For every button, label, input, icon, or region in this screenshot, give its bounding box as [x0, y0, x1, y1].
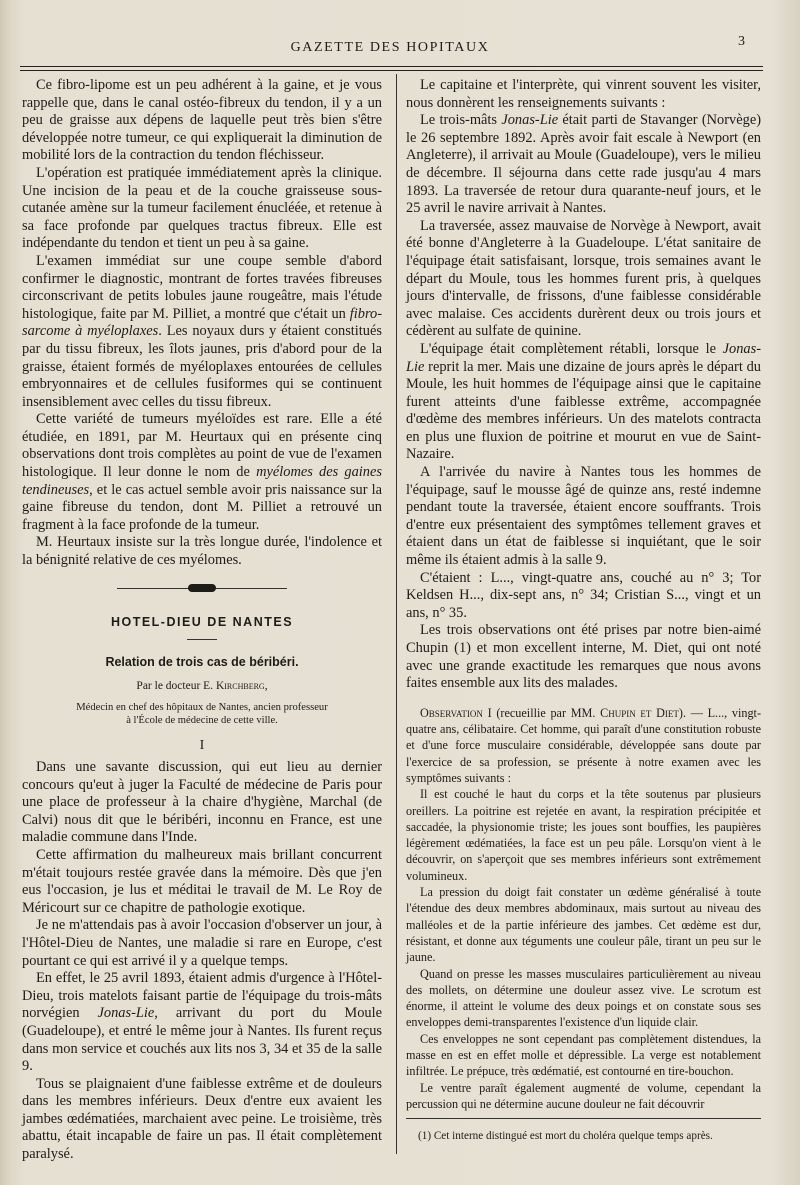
observation-paragraph: Il est couché le haut du corps et la tête soutenus par plusieurs oreillers. La poitrine est rejetée en avant, la respiration précipitée et saccadée, la physionomie triste; les joues sont bouffies, les paupières légèrement œdématiées, la face est un peu pâle. Lorsqu'on vient à le découvrir, on s'aperçoit que ses membres inférieurs sont extrêmement volumineux. [406, 787, 761, 883]
observation-intro [406, 705, 761, 786]
paragraph: Le capitaine et l'interprète, qui vinrent souvent les visiter, nous donnèrent les renseignements suivants : [406, 77, 761, 111]
paragraph: Dans une savante discussion, qui eut lieu au dernier concours qu'eut à juger la Faculté de médecine de Paris pour une place de professeur à la chaire d'hygiène, Marchal (de Calvi) nous dit que le béribéri, inconnu en France, est une maladie commune dans l'Inde. [22, 759, 382, 846]
right-column [406, 77, 761, 1112]
text-run: , et le cas actuel semble avoir pris naissance sur la gaine fibreuse du tendon, dont M. Pilliet a retrouvé un fragment à la face profonde de la tumeur. [22, 481, 382, 533]
paragraph: A l'arrivée du navire à Nantes tous les hommes de l'équipage, sauf le mousse âgé de quinze ans, resté indemne pendant toute la traversée, étaient encore souffrants. Trois d'entre eux présentaient des symptômes tellement graves et étaient dans un état de faiblesse si inquiétant, que le soir même ils étaient admis à la salle 9. [406, 464, 761, 569]
paragraph: La traversée, assez mauvaise de Norvège à Newport, avait été bonne d'Angleterre à la Guadeloupe. L'état sanitaire de l'équipage était satisfaisant, lorsque, trois semaines avant le départ du Moule, tous les hommes furent pris, à quelques jours d'intervalle, de frissons, d'une faiblesse considérable avec malaise. Ces accidents durèrent deux ou trois jours et cédèrent au sulfate de quinine. [406, 217, 761, 340]
column-divider [396, 74, 397, 1154]
paragraph: Je ne m'attendais pas à avoir l'occasion d'observer un jour, à l'Hôtel-Dieu de Nantes, une maladie si rare en Europe, c'est pourtant ce qui est arrivé il y a quelque temps. [22, 917, 382, 969]
paragraph: Les trois observations ont été prises par notre bien-aimé Chupin (1) et mon excellent interne, M. Diet, qui ont noté avec une grande exactitude les remarques que nous avons faites ensemble aux lits des malades. [406, 622, 761, 692]
paragraph [22, 970, 382, 1076]
text-run: . Les noyaux durs y étaient constitués par du tissu fibreux, les îlots jaunes, pris d'abord pour de la graisse, étaient formés de myéloplaxes entourées de cellules embryonnaires et de cellules fusiformes qui se continuent insensiblement avec celles du tissu fibreux. [22, 323, 382, 410]
paragraph [406, 341, 761, 464]
text-run: I (recueillie par MM. [482, 705, 601, 720]
running-header: GAZETTE DES HOPITAUX [290, 40, 490, 55]
observation-paragraph: Ces enveloppes ne sont cependant pas complètement distendues, la masse en est en effet molle et dépressible. La verge est notablement infiltrée. Le prépuce, très œdématié, est contourné en tire-bouchon. [406, 1031, 761, 1079]
article-separator [22, 584, 382, 592]
observation-paragraph: Le ventre paraît également augmenté de volume, cependant la percussion qui ne détermine aucune douleur ne fait découvrir [406, 1080, 761, 1111]
header-rule [20, 66, 763, 67]
section-numeral: I [199, 738, 205, 754]
affiliation-line: à l'École de médecine de cette ville. [126, 715, 278, 727]
separator-ornament [188, 584, 216, 592]
paragraph [22, 411, 382, 534]
observation-label: Observation [420, 705, 483, 720]
header-rule-2 [20, 70, 763, 71]
paragraph: M. Heurtaux insiste sur la très longue durée, l'indolence et la bénignité relative de ces myélomes. [22, 534, 382, 569]
text-run: Le trois-mâts [420, 112, 502, 129]
text-run: , arrivant du port du Moule (Guadeloupe), et entré le même jour à Nantes. Ils furent reçus dans mon service et couchés aux lits nos 3, 34 et 35 de la salle 9. [22, 1005, 382, 1075]
affiliation-line: Médecin en chef des hôpitaux de Nantes, ancien professeur [76, 702, 328, 714]
text-run: L'examen immédiat sur une coupe semble d'abord confirmer le diagnostic, montrant de fortes travées fibreuses circonscrivant de petits lobules jaune rougeâtre, mais l'étude histologique, faite par M. Pilliet, a montré que c'était un [22, 252, 382, 322]
observation-paragraph: Quand on presse les masses musculaires particulièrement au niveau des mollets, on détermine une douleur assez vive. Le scrotum est énorme, il atteint le volume des deux poings et on constate sous ses enveloppes demi-transparentes l'existence d'un liquide clair. [406, 966, 761, 1030]
byline [22, 678, 382, 696]
observation-block [406, 705, 761, 1112]
section-title: HOTEL-DIEU DE NANTES [110, 614, 294, 629]
byline-suffix: , [264, 679, 268, 692]
ship-name: Jonas-Lie [406, 340, 761, 375]
italic-term: myélomes des gaines tendineuses [22, 464, 382, 498]
paragraph: L'opération est pratiquée immédiatement après la clinique. Une incision de la peau et de la couche graisseuse sous-cutanée amène sur la tumeur facilement énucléée, et retenue à sa face profonde par quelques tractus fibreux. Elle est indépendante du tendon et tient un peu à sa gaine. [22, 164, 382, 252]
affiliation [22, 701, 382, 727]
author-name: Kirchberg [215, 679, 265, 692]
italic-term: fibro-sarcome à myéloplaxes [22, 305, 382, 340]
article-title: Relation de trois cas de béribéri. [105, 655, 299, 670]
footnote-rule [406, 1118, 761, 1119]
text-run: Cette variété de tumeurs myéloïdes est rare. Elle a été étudiée, en 1891, par M. Heurtaux qui en présente cinq observations dont trois complètes au point de vue de l'examen histologique. Il leur donne le nom de [22, 411, 382, 481]
text-run: reprit la mer. Mais une dizaine de jours après le départ du Moule, les huit hommes de l'équipage ainsi que le capitaine furent atteints d'une faiblesse extrême, accompagnée d'œdème des membres inférieurs. Un des matelots contracta en plus une fluxion de poitrine et mourut en vue de Saint-Nazaire. [406, 358, 761, 463]
paragraph: Ce fibro-lipome est un peu adhérent à la gaine, et je vous rappelle que, dans le canal ostéo-fibreux du tendon, il y a un peu de graisse aux dépens de laquelle peut très bien s'être développée notre tumeur, ce qui expliquerait la diminution de mobilité lors de la contraction du tendon fléchisseur. [22, 77, 382, 164]
short-rule [187, 639, 217, 640]
paragraph: Cette affirmation du malheureux mais brillant concurrent m'était toujours restée gravée dans la mémoire. Dès que j'en eus l'occasion, je lus et méditai le travail de M. Le Roy de Méricourt sur ce chapitre de pathologie exotique. [22, 846, 382, 916]
page-number: 3 [738, 34, 745, 49]
paragraph: Tous se plaignaient d'une faiblesse extrême et de douleurs dans les membres inférieurs. Deux d'entre eux avaient les jambes œdématiées, marchaient avec peine. Le troisième, très abattu, était incapable de faire un pas. Il était complètement paralysé. [22, 1075, 382, 1163]
observation-paragraph: La pression du doigt fait constater un œdème généralisé à toute l'étendue des deux membres abdominaux, mais surtout au niveau des malléoles et de la partie inférieure des jambes. Cet œdème est dur, résistant, et donne aux téguments une couleur pâle, tirant un peu sur le jaune. [406, 885, 761, 965]
ship-name: Jonas-Lie [97, 1005, 155, 1022]
text-run: était parti de Stavanger (Norvège) le 26 septembre 1892. Après avoir fait escale à Newport (en Angleterre), il arrivait au Moule (Guadeloupe), vers le milieu de décembre. Il séjourna dans cette rade jusqu'au 4 mars 1893. La traversée de retour dura quarante-neuf jours, et le 25 avril le navire arrivait à Nantes. [406, 112, 761, 217]
text-run: L'équipage était complètement rétabli, lorsque le [420, 340, 723, 357]
ship-name: Jonas-Lie [501, 112, 559, 129]
text-run: En effet, le 25 avril 1893, étaient admis d'urgence à l'Hôtel-Dieu, trois matelots faisant partie de l'équipage du trois-mâts norvégien [22, 970, 382, 1022]
observer-names: Chupin et Diet [600, 705, 679, 720]
paragraph: C'étaient : L..., vingt-quatre ans, couché au n° 3; Tor Keldsen H..., dix-sept ans, n° 34; Cristian S..., vingt et un ans, n° 35. [406, 569, 761, 621]
footnote: (1) Cet interne distingué est mort du choléra quelque temps après. [418, 1130, 713, 1142]
paragraph [406, 112, 761, 218]
paragraph [22, 253, 382, 411]
text-run: ). — L..., vingt-quatre ans, célibataire. Cet homme, qui paraît d'une constitution robuste et d'une force musculaire considérable, développée sans doute par l'exercice de sa profession, se présente à notre examen avec les symptômes suivants : [406, 705, 762, 785]
byline-prefix: Par le docteur E. [136, 679, 216, 692]
left-column [22, 77, 382, 1164]
